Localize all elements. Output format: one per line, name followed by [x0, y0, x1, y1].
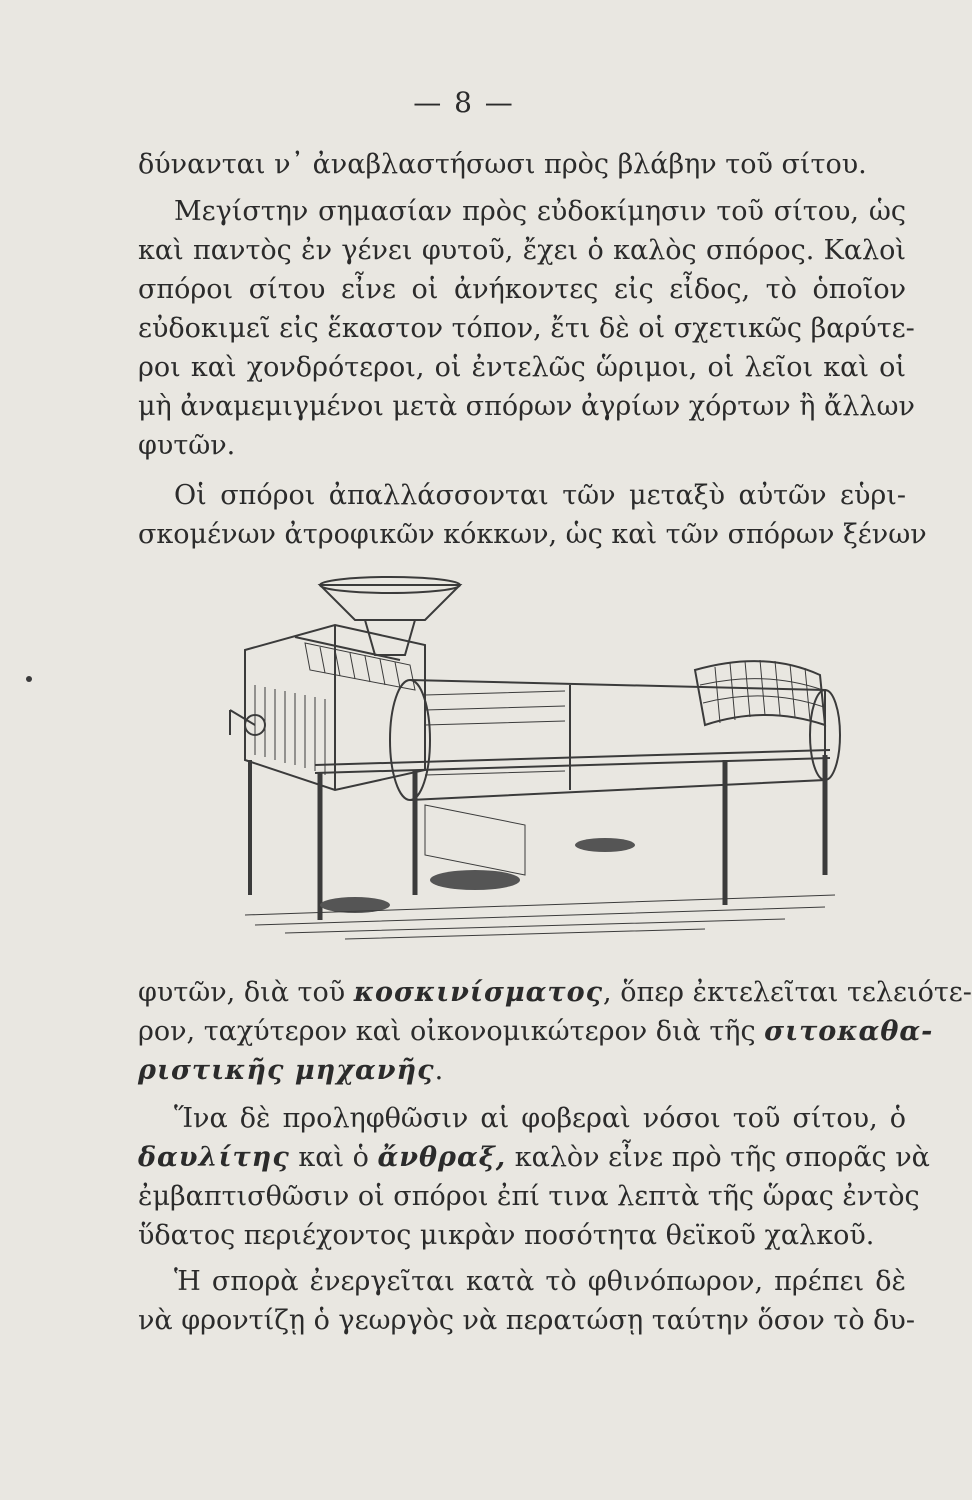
page-number: — 8 —: [413, 86, 515, 119]
machine-engraving-icon: [225, 575, 855, 945]
text-line: [138, 1138, 930, 1177]
paragraph-4: [138, 973, 972, 1090]
text-line: ἐμβαπτισθῶσιν οἱ σπόροι ἐπί τινα λεπτὰ τῆς ὥρας ἐντὸς: [138, 1181, 920, 1212]
term-anthrax: ἄνθραξ,: [377, 1142, 507, 1173]
text-line: Οἱ σπόροι ἀπαλλάσσονται τῶν μεταξὺ αὐτῶν εὑρι-: [174, 480, 906, 511]
text-line: ὕδατος περιέχοντος μικρὰν ποσότητα θεϊκοῦ χαλκοῦ.: [138, 1220, 875, 1251]
term-sitokatharistikis-1: σιτοκαθα-: [764, 1016, 934, 1047]
paragraph-3: [138, 476, 927, 554]
text-line: δύνανται ν᾽ ἀναβλαστήσωσι πρὸς βλάβην τοῦ σίτου.: [138, 149, 867, 180]
paragraph-6: [138, 1262, 915, 1340]
text-line: Μεγίστην σημασίαν πρὸς εὐδοκίμησιν τοῦ σίτου, ὡς: [174, 196, 906, 227]
text-line: Ἵνα δὲ προληφθῶσιν αἱ φοβεραὶ νόσοι τοῦ σίτου, ὁ: [174, 1103, 906, 1134]
paragraph-2: [138, 192, 915, 465]
text-segment: καὶ ὁ: [289, 1142, 378, 1173]
text-line: σκομένων ἀτροφικῶν κόκκων, ὡς καὶ τῶν σπόρων ξένων: [138, 519, 927, 550]
seed-cleaning-machine-illustration: [225, 575, 855, 945]
text-line: [138, 1012, 934, 1051]
text-segment: φυτῶν, διὰ τοῦ: [138, 977, 354, 1008]
paragraph-1: [138, 145, 906, 184]
text-line: [138, 973, 972, 1012]
text-line: εὐδοκιμεῖ εἰς ἕκαστον τόπον, ἔτι δὲ οἱ σχετικῶς βαρύτε-: [138, 313, 915, 344]
text-segment: .: [434, 1055, 444, 1086]
term-daulitis: δαυλίτης: [138, 1142, 290, 1173]
text-segment: ρον, ταχύτερον καὶ οἰκονομικώτερον διὰ τῆς: [138, 1016, 765, 1047]
text-line: φυτῶν.: [138, 430, 236, 461]
text-line: καὶ παντὸς ἐν γένει φυτοῦ, ἔχει ὁ καλὸς σπόρος. Καλοὶ: [138, 235, 906, 266]
text-line: νὰ φροντίζῃ ὁ γεωργὸς νὰ περατώσῃ ταύτην ὅσον τὸ δυ-: [138, 1305, 915, 1336]
term-koskinismatos: κοσκινίσματος: [353, 977, 604, 1008]
text-line: [138, 1051, 906, 1090]
paragraph-5: [138, 1099, 930, 1255]
text-line: ροι καὶ χονδρότεροι, οἱ ἐντελῶς ὥριμοι, οἱ λεῖοι καὶ οἱ: [138, 352, 906, 383]
text-line: σπόροι σίτου εἶνε οἱ ἀνήκοντες εἰς εἶδος, τὸ ὁποῖον: [138, 274, 906, 305]
text-line: μὴ ἀναμεμιγμένοι μετὰ σπόρων ἀγρίων χόρτων ἢ ἄλλων: [138, 391, 915, 422]
ink-speck: [26, 676, 32, 682]
term-sitokatharistikis-2: ριστικῆς μηχανῆς: [138, 1055, 435, 1086]
text-segment: καλὸν εἶνε πρὸ τῆς σπορᾶς νὰ: [506, 1142, 930, 1173]
text-segment: , ὅπερ ἐκτελεῖται τελειότε-: [603, 977, 972, 1008]
text-line: Ἡ σπορὰ ἐνεργεῖται κατὰ τὸ φθινόπωρον, πρέπει δὲ: [174, 1266, 906, 1297]
